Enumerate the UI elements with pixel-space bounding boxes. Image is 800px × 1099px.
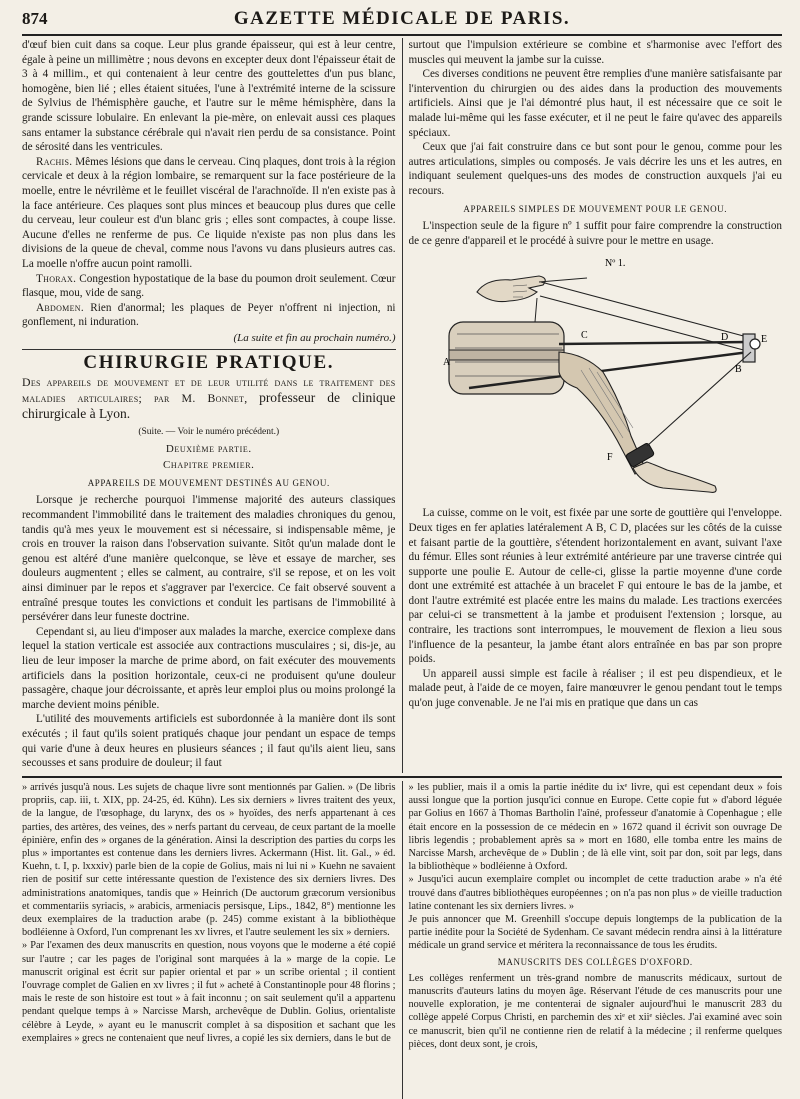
footer-left-column (22, 781, 396, 1099)
main-columns (22, 38, 782, 773)
cord-drop (535, 298, 537, 322)
abdomen-text: Rien d'anormal; les plaques de Peyer n'offrent ni injection, ni gonflement, ni induration. (22, 301, 396, 329)
strap (449, 350, 564, 360)
paragraph: surtout que l'impulsion extérieure se combine et s'harmonise avec l'effort des muscles qui meuvent la jambe sur la cuisse. (408, 39, 782, 66)
section-subheading: APPAREILS SIMPLES DE MOUVEMENT POUR LE GENOU. (463, 203, 728, 214)
paragraph: Ces diverses conditions ne peuvent être remplies d'une manière satisfaisante par l'intervention du chirurgien ou des aides dans la production des mouvements artificiels. Ainsi que je l'ai démontré plus haut, il est nécessaire que ce soit le malade lui-même qui les fasse exécuter, et il ne peut le faire qu'avec des appareils spéciaux. (408, 68, 782, 139)
paragraph: » arrivés jusqu'à nous. Les sujets de chaque livre sont mentionnés par Galien. » (De libris propriis, cap. iii, t. XIX, pp. 24-25, éd. Kühn). Les six derniers » livres traitent des yeux, de la langue, de l'œsophage, du larynx, des os » hyoïdes, des nerfs appartenant à ces parties, des artères, des veines, des » nerfs partant du cerveau, de ceux partant de la moelle épinière, enfin des » organes de la génération. Ainsi la description des parties du corps les plus » importantes est contenue dans les derniers livres. Ackermann (Hist. lit. Gal., » éd. Kuehn, t. I, p. lxxxiv) parle bien de la copie de Golius, mais ni lui ni » Kuehn ne savaient rien de positif sur cette intéressante question de l'existence des six derniers livres. Des administrations anatomiques, tandis que » Heinrich (De auctorum græcorum versionibus et commentariis syriacis, » arabicis, armeniacis persisque, Lips., 1842, 8°) mentionne les deux exemplaires de la traduction arabe (p. 245) comme existant à la bibliothèque bodléienne à Oxford, l'un comprenant les xv livres, et l'autre seulement les six » derniers. (22, 782, 396, 939)
page-number: 874 (22, 9, 48, 28)
suite-note: (Suite. — Voir le numéro précédent.) (138, 427, 280, 438)
paragraph: La cuisse, comme on le voit, est fixée par une sorte de gouttière qui l'enveloppe. Deux tiges en fer aplaties latéralement A B, C D, placées sur les côtés de la cuisse et faisant partie de la gouttière, s'étendent horizontalement en avant, suivant l'axe du fémur. Elles sont réunies à leur extrémité antérieure par une traverse cintrée qui supporte une poulie E. Autour de celle-ci, glisse la partie moyenne d'une corde dont une extrémité est attachée à un bracelet F qui entoure le bas de la jambe, et dont l'autre extrémité est placée entre les mains du malade. Les tractions exercées par celui-ci se transmettent à la jambe et produisent l'extension ; lorsque, au contraire, les tractions sont interrompues, le mouvement de flexion a lieu sous l'influence de la pesanteur, la jambe étant alors entraînée en bas par son propre poids. (408, 507, 782, 666)
page-header (22, 8, 782, 36)
cord-upper (541, 282, 751, 338)
label-f: F (606, 452, 613, 464)
rachis-label: Rachis. (36, 155, 73, 168)
gazette-title: GAZETTE MÉDICALE DE PARIS. (233, 8, 571, 29)
chapter-heading: Chapitre premier. (163, 459, 255, 472)
section-divider (22, 349, 396, 350)
paragraph: L'inspection seule de la figure nº 1 suffit pour faire comprendre la construction de ce genre d'appareil et le procédé à suivre pour le mettre en usage. (408, 220, 782, 247)
paragraph: L'utilité des mouvements artificiels est subordonnée à la manière dont ils sont exécutés ; il faut qu'ils soient pratiqués chaque jour pendant un espace de temps qui varie d'une à deux heures en plusieurs séances ; il faut qu'ils aient lieu, sans secousses et sans produire de douleur; il faut (22, 713, 396, 770)
paragraph: » Jusqu'ici aucun exemplaire complet ou incomplet de cette traduction arabe » n'a été trouvé dans d'autres bibliothèques européennes ; on n'a pas non plus » de vieille traduction latine contenant les six derniers livres. » (408, 874, 782, 912)
part-heading: Deuxième partie. (165, 442, 252, 455)
label-d: D (720, 332, 728, 344)
pulley-icon (750, 339, 760, 349)
paragraph: Un appareil aussi simple est facile à réaliser ; il est peu dispendieux, et le malade peut, à l'aide de ce moyen, faire manœuvrer le genou pendant tout le temps qu'on juge convenable. Je ne l'ai mis en pratique que dans un cas (408, 667, 782, 710)
paragraph: Les collèges renferment un très-grand nombre de manuscrits médicaux, surtout de manuscrits d'auteurs latins du moyen âge. Réservant l'étude de ces manuscrits pour une nouvelle exploration, je me contenterai de signaler aujourd'hui le manuscrit 283 du collège appelé Corpus Christi, en parchemin des xiᵉ et xiiᵉ siècles. J'ai examiné avec soin ce manuscrit, bien qu'il ne contienne rien de relatif à la médecine ; il renferme quelques pièces, dont deux sont, je crois, (408, 972, 782, 1050)
rachis-text: Mêmes lésions que dans le cerveau. Cinq plaques, dont trois à la région cervicale et deux à la région lombaire, se remarquent sur la face postérieure de la moelle, entre le névrilème et le feuillet viscéral de l'arachnoïde. Il n'en existe pas à la face antérieure. Ces plaques sont plus minces et beaucoup plus dures que celle du cerveau, leur couleur est d'un blanc gris ; elles sont compactes, à coupe lisse. Aucune d'elles ne renferme de pus. Ce liquide n'existe pas non plus dans les divisions de la queue de cheval, comme nous l'avons vu dans plusieurs autres cas. La moelle n'offre aucun point ramolli. (22, 155, 396, 270)
label-b: B (734, 364, 742, 376)
section-title: CHIRURGIE PRATIQUE. (83, 352, 335, 374)
rachis-paragraph (22, 155, 396, 272)
label-a: A (442, 357, 450, 369)
thorax-label: Thorax. (36, 272, 77, 285)
figure-number: Nº 1. (604, 258, 625, 270)
article-title (22, 375, 396, 422)
knee-apparatus-illustration (409, 252, 783, 502)
label-e: E (760, 334, 767, 346)
paragraph: d'œuf bien cuit dans sa coque. Leur plus grande épaisseur, qui est à leur centre, égale à peine un millimètre ; nous devons en excepter deux dont l'épaisseur était de 3 à 4 millim., et qui contenaient à leur centre des gouttelettes d'un pus blanc, homogène, bien lié ; elles étaient situées, l'une à l'extrémité interne de la scissure de Sylvius de l'hémisphère gauche, et l'autre sur le même hémisphère, dans la grande scissure lobulaire. En enlevant la pie-mère, on enlevait aussi ces plaques sans entamer la substance cérébrale qui n'avait rien perdu de sa consistance. Point de sérosité dans les ventricules. (22, 39, 396, 154)
paragraph: » les publier, mais il a omis la partie inédite du ixᵉ livre, qui est cependant deux » fois aussi longue que la portion jusqu'ici connue en Europe. Cette copie fut » d'abord léguée par Golius en 1667 à Thomas Bartholin l'aîné, professeur d'anatomie à Copenhague ; elle était encore en la possession de ce médecin en » 1672 quand il écrivit son ouvrage De libris legendis ; probablement après sa » mort en 1680, elle tomba entre les mains de Narcisse Marsh, archevêque de » Dublin ; de là elle vint, soit par don, soit par legs, dans la bibliothèque » bodléienne à Oxford. (408, 782, 782, 873)
right-column (409, 38, 783, 773)
chapter-subtitle: APPAREILS DE MOUVEMENT DESTINÉS AU GENOU. (87, 477, 330, 488)
continuation-note: (La suite et fin au prochain numéro.) (233, 331, 396, 344)
thorax-text: Congestion hypostatique de la base du poumon droit seulement. Cœur flasque, mou, vide de sang. (22, 272, 396, 300)
paragraph: » Par l'examen des deux manuscrits en question, nous voyons que le moderne a été copié sur l'autre ; car les pages de l'original sont marquées à la » marge de la copie. Le manuscrit original est écrit sur papier oriental et par » un scribe oriental ; il contient l'ouvrage complet de Galien en xv livres ; il fut » acheté à Constantinople pour 48 florins ; mais le reste de son histoire est tout » à fait inconnu ; on sait seulement qu'il a appartenu pendant quelque temps à » Narcisse Marsh, archevêque de Dublin. Golius, orientaliste célèbre à Leyde, » ayant eu le manuscrit complet à sa disposition et sachant que les exemplaires » grecs ne contenaient que neuf livres, a copié les six derniers, dans le but de (22, 940, 396, 1044)
foot (633, 462, 716, 492)
article-title-main: Des appareils de mouvement et de leur utilité dans le traitement des maladies articulaires; par M. Bonnet, (22, 375, 396, 406)
paragraph: Je puis annoncer que M. Greenhill s'occupe depuis longtemps de la publication de la partie inédite pour la Société de Sydenham. Ce savant médecin rendra ainsi à la littérature médicale un grand service et méritera la reconnaissance de tous les érudits. (408, 914, 782, 952)
footer-right-column (408, 781, 782, 1099)
paragraph: Cependant si, au lieu d'imposer aux malades la marche, exercice complexe dans lequel la station verticale est associée aux contractions musculaires ; si, dis-je, au lieu de leur imposer la marche de prime abord, on fait exécuter des mouvements artificiels dans la position horizontale, ceux-ci ne produisent qu'une douleur passagère, chaque jour décroissante, et après leur emploi plus ou moins prolongé la marche devient moins pénible. (22, 625, 396, 711)
figure-knee-apparatus (409, 252, 783, 502)
cord-end (539, 278, 587, 282)
abdomen-paragraph (22, 301, 396, 330)
thorax-paragraph (22, 272, 396, 301)
abdomen-label: Abdomen. (36, 301, 84, 314)
hand-icon (477, 276, 545, 302)
column-rule (402, 781, 403, 1099)
manuscripts-subheading: MANUSCRITS DES COLLÈGES D'OXFORD. (497, 956, 693, 967)
column-rule (402, 38, 403, 773)
label-c: C (580, 330, 588, 342)
paragraph: Lorsque je recherche pourquoi l'immense majorité des auteurs classiques recommandent l'immobilité dans le traitement des maladies chroniques du genou, tandis qu'à mes yeux le mouvement est si nécessaire, si indispensable même, je crois en trouver la raison dans l'observation suivante. Sitôt qu'un malade dont le genou est altéré d'une manière quelconque, se lève et essaye de marcher, ses douleurs augmentent ; elles se calment, au contraire, s'il se repose, et on les voit ainsi diminuer par le repos et s'aggraver par l'exercice. Ce fait observé souvent a entraîné presque toutes les convictions et conduit les partisans de l'immobilité à persévérer dans leur funeste doctrine. (22, 494, 396, 624)
left-column (22, 38, 396, 773)
article-author-line: professeur de clinique chirurgicale à Lyon. (22, 390, 396, 422)
paragraph: Ceux que j'ai fait construire dans ce but sont pour le genou, comme pour les autres articulations, simples ou composés. Je vais décrire les uns et les autres, en indiquant seulement quelques-uns des modes de construction auxquels j'ai eu recours. (408, 141, 782, 197)
footer-columns (22, 776, 782, 1099)
